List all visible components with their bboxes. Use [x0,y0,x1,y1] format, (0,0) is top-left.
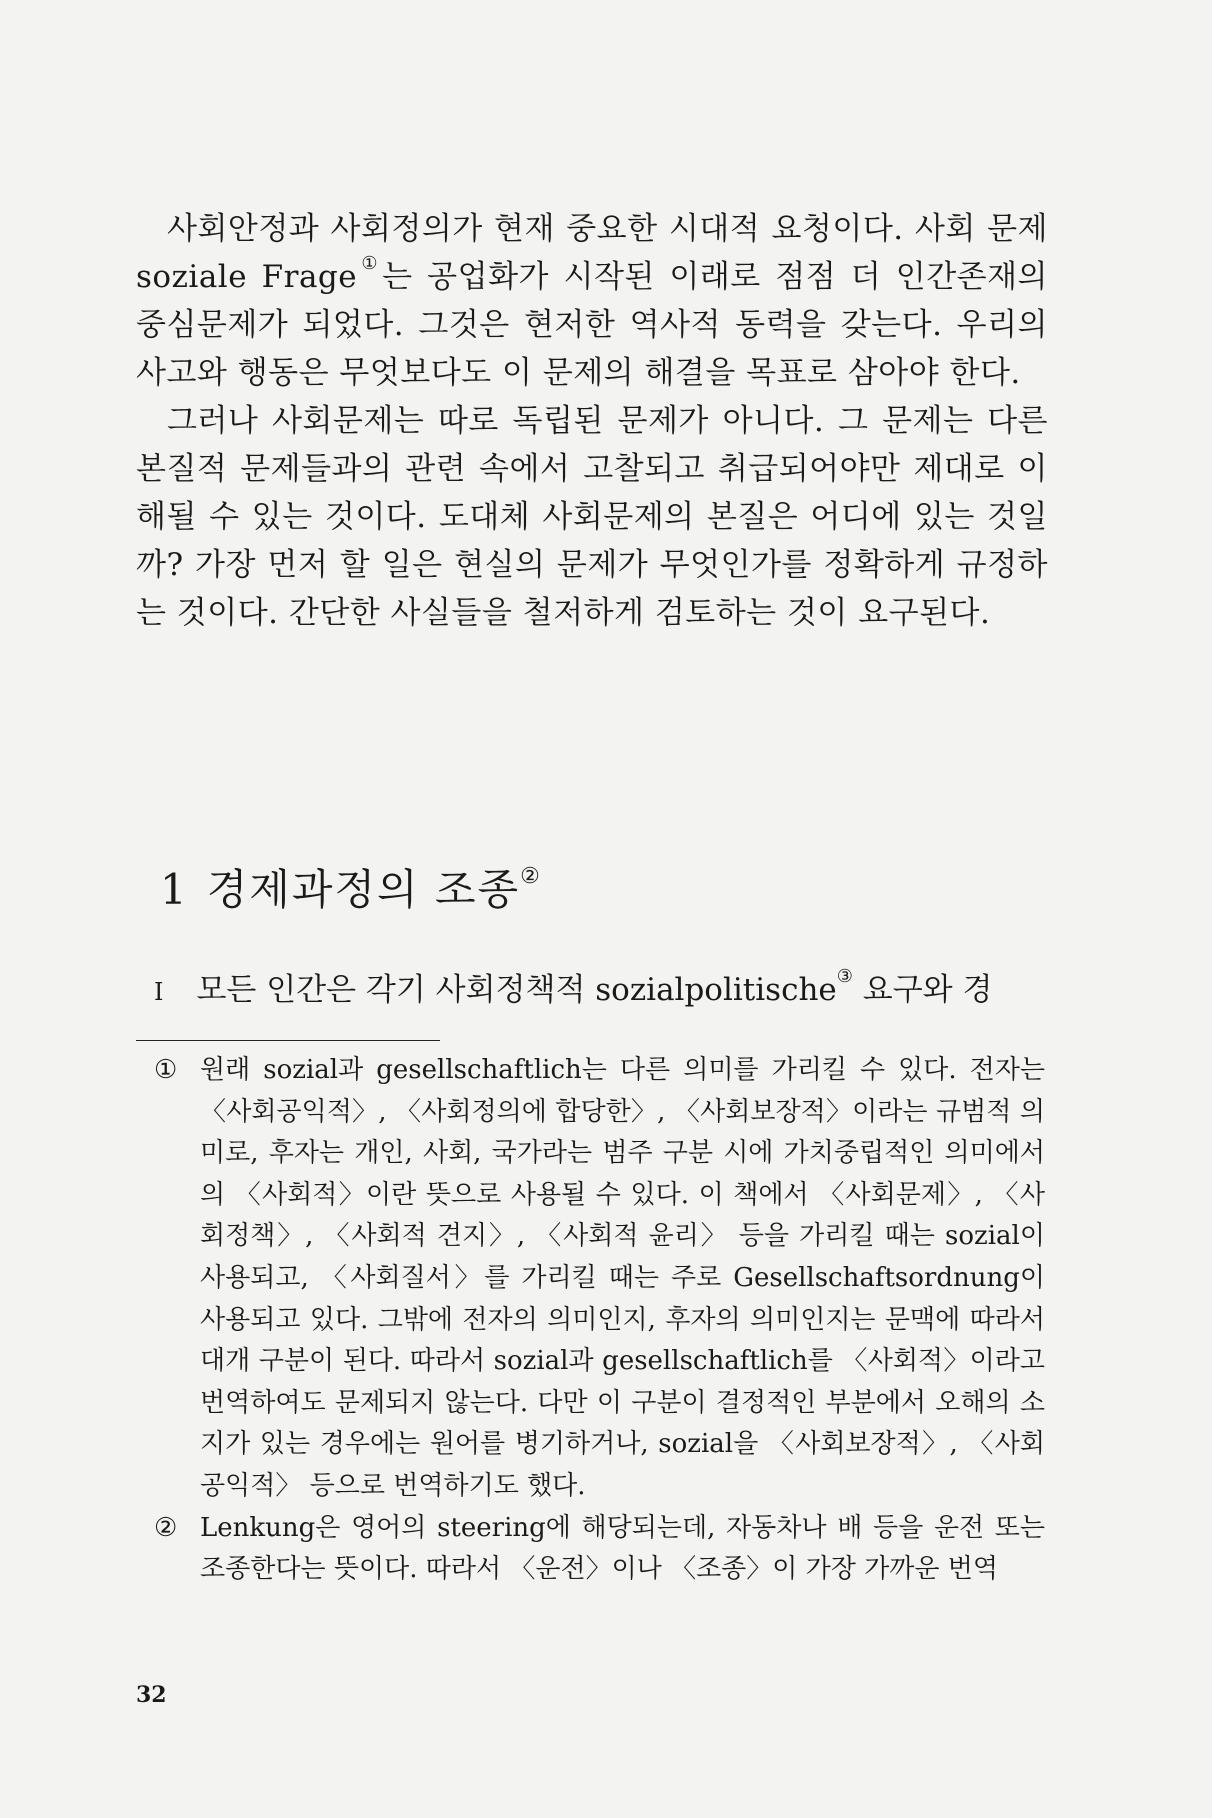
footnote-ref-3: ③ [836,966,853,987]
footnote-2-text: Lenkung은 영어의 steering에 해당되는데, 자동차나 배 등을 운전 또는 조종한다는 뜻이다. 따라서 〈운전〉이나 〈조종〉이 가장 가까운 번역 [200,1512,1045,1585]
section-number: 1 [160,865,189,914]
footnote-ref-2: ② [520,864,542,889]
footnote-2-marker: ② [154,1512,178,1543]
paragraph-1-text-a: 사회안정과 사회정의가 현재 중요한 시대적 요청이다. 사회 문제 soziale Frage [136,211,1048,295]
paragraph-2: 그러나 사회문제는 따로 독립된 문제가 아니다. 그 문제는 다른 본질적 문제들과의 관련 속에서 고찰되고 취급되어야만 제대로 이해될 수 있는 것이다. 도대체 사회문제의 본질은 어디에 있는 것일까? 가장 먼저 할 일은 현실의 문제가 무엇인가를 정확하게 규정하는 것이다. 간단한 사실들을 철저하게 검토하는 것이 요구된다. [136,403,1048,631]
footnote-ref-1: ① [357,253,383,274]
subsection-text-a: 모든 인간은 각기 사회정책적 sozialpolitische [196,972,837,1008]
main-text [136,205,1048,637]
subsection-paragraph [154,966,1048,1016]
footnote-2 [154,1508,1045,1591]
paragraph-1 [136,205,1048,397]
section-heading [160,860,542,920]
subsection-marker: I [154,978,165,1006]
footnote-1-text: 원래 sozial과 gesellschaftlich는 다른 의미를 가리킬 수 있다. 전자는 〈사회공익적〉, 〈사회정의에 합당한〉, 〈사회보장적〉이라는 규범적 의미로, 후자는 개인, 사회, 국가라는 범주 구분 시에 가치중립적인 의미에서의 〈사회적〉이란 뜻으로 사용될 수 있다. 이 책에서 〈사회문제〉, 〈사회정책〉, 〈사회적 견지〉, 〈사회적 윤리〉 등을 가리킬 때는 sozial이 사용되고, 〈사회질서〉를 가리킬 때는 주로 Gesellschaftsordnung이 사용되고 있다. 그밖에 전자의 의미인지, 후자의 의미인지는 문맥에 따라서 대개 구분이 된다. 따라서 sozial과 gesellschaftlich를 〈사회적〉이라고 번역하여도 문제되지 않는다. 다만 이 구분이 결정적인 부분에서 오해의 소지가 있는 경우에는 원어를 병기하거나, sozial을 〈사회보장적〉, 〈사회공익적〉 등으로 번역하기도 했다. [200,1055,1045,1501]
page-number: 32 [136,1682,167,1708]
footnote-1 [154,1050,1045,1508]
footnotes [154,1050,1045,1591]
subsection-text-b: 요구와 경 [852,972,993,1008]
footnote-1-marker: ① [154,1055,178,1085]
footnote-divider [136,1040,440,1041]
section-title: 경제과정의 조종 [206,865,521,914]
paragraph-1-text-b: 는 공업화가 시작된 이래로 점점 더 인간존재의 중심문제가 되었다. 그것은 현저한 역사적 동력을 갖는다. 우리의 사고와 행동은 무엇보다도 이 문제의 해결을 목표로 삼아야 한다. [136,259,1048,391]
